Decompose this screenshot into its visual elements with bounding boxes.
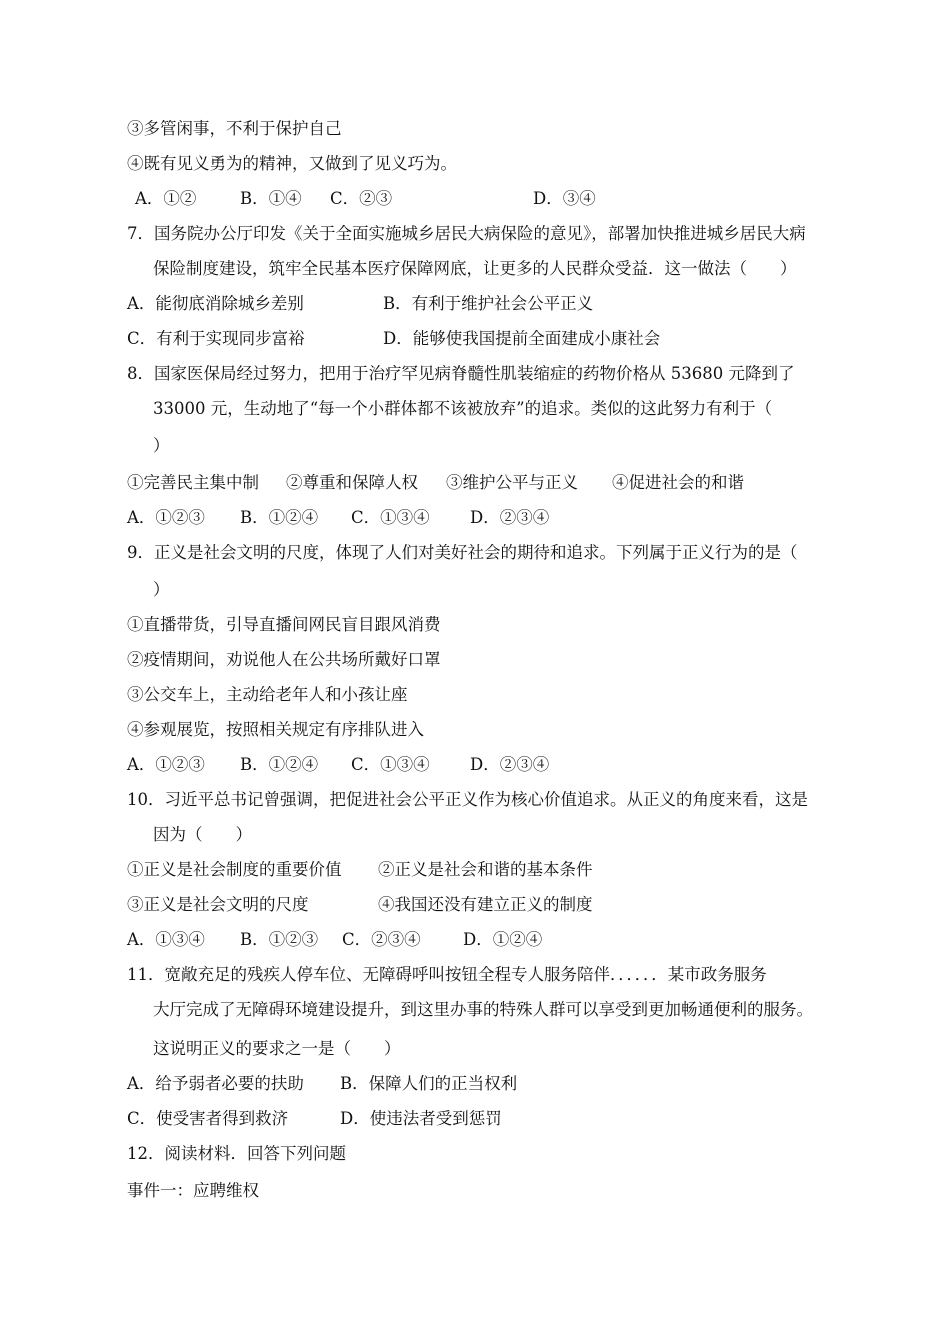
q8-stem-line-1: 8．国家医保局经过努力，把用于治疗罕见病脊髓性肌装缩症的药物价格从 53680 元降到了 [127, 364, 795, 383]
q8-option-1: ①完善民主集中制 [127, 473, 259, 492]
q8-stem-line-3: ） [153, 436, 170, 455]
q9-choice-b: B．①②④ [240, 755, 319, 774]
q7-stem-line-1: 7．国务院办公厅印发《关于全面实施城乡居民大病保险的意见》，部署加快推进城乡居民大病 [127, 224, 806, 243]
q10-choice-b: B．①②③ [240, 930, 319, 949]
q8-choice-a: A．①②③ [127, 508, 205, 527]
q6-choice-c: C．②③ [330, 189, 393, 208]
q9-option-3: ③公交车上，主动给老年人和小孩让座 [127, 685, 408, 704]
q7-choice-d: D．能够使我国提前全面建成小康社会 [383, 329, 661, 348]
q11-stem-line-1: 11．宽敞充足的残疾人停车位、无障碍呼叫按钮全程专人服务陪伴．．．．．．某市政务服务 [127, 965, 767, 984]
q10-stem-line-1: 10．习近平总书记曾强调，把促进社会公平正义作为核心价值追求。从正义的角度来看，这是 [127, 790, 808, 809]
q6-option-3: ③多管闲事，不利于保护自己 [127, 119, 342, 138]
q7-stem-line-2: 保险制度建设，筑牢全民基本医疗保障网底，让更多的人民群众受益．这一做法（ ） [153, 259, 797, 278]
q12-event-1-title: 事件一：应聘维权 [127, 1181, 259, 1200]
q7-choice-a: A．能彻底消除城乡差别 [127, 294, 304, 313]
q10-option-4: ④我国还没有建立正义的制度 [378, 895, 593, 914]
q9-option-2: ②疫情期间，劝说他人在公共场所戴好口罩 [127, 650, 441, 669]
q8-option-4: ④促进社会的和谐 [612, 473, 744, 492]
q10-choice-c: C．②③④ [342, 930, 421, 949]
q9-option-4: ④参观展览，按照相关规定有序排队进入 [127, 720, 424, 739]
q11-choice-b: B．保障人们的正当权利 [340, 1074, 518, 1093]
q10-choice-a: A．①③④ [127, 930, 205, 949]
q9-stem-line-1: 9．正义是社会文明的尺度，体现了人们对美好社会的期待和追求。下列属于正义行为的是（ [127, 543, 798, 562]
q7-choice-c: C．有利于实现同步富裕 [127, 329, 305, 348]
q10-choice-d: D．①②④ [463, 930, 543, 949]
q9-option-1: ①直播带货，引导直播间网民盲目跟风消费 [127, 615, 441, 634]
q9-stem-line-2: ） [153, 580, 170, 599]
q8-option-2: ②尊重和保障人权 [286, 473, 418, 492]
q7-choice-b: B．有利于维护社会公平正义 [383, 294, 594, 313]
q6-choice-d: D．③④ [533, 189, 596, 208]
q6-option-4: ④既有见义勇为的精神，又做到了见义巧为。 [127, 154, 457, 173]
q9-choice-a: A．①②③ [127, 755, 205, 774]
q10-stem-line-2: 因为（ ） [153, 825, 252, 844]
q8-choice-c: C．①③④ [351, 508, 430, 527]
q11-stem-line-2: 大厅完成了无障碍环境建设提升，到这里办事的特殊人群可以享受到更加畅通便利的服务。 [153, 1000, 813, 1019]
q11-choice-c: C．使受害者得到救济 [127, 1109, 289, 1128]
q11-stem-line-3: 这说明正义的要求之一是（ ） [153, 1039, 401, 1058]
q11-choice-a: A．给予弱者必要的扶助 [127, 1074, 304, 1093]
q11-choice-d: D．使违法者受到惩罚 [340, 1109, 502, 1128]
q6-choice-b: B．①④ [240, 189, 302, 208]
q8-choice-d: D．②③④ [470, 508, 550, 527]
q12-stem: 12．阅读材料．回答下列问题 [127, 1144, 346, 1163]
q10-option-3: ③正义是社会文明的尺度 [127, 895, 309, 914]
q10-option-1: ①正义是社会制度的重要价值 [127, 860, 342, 879]
q8-choice-b: B．①②④ [240, 508, 319, 527]
q8-option-3: ③维护公平与正义 [446, 473, 578, 492]
q10-option-2: ②正义是社会和谐的基本条件 [378, 860, 593, 879]
q6-choice-a: A．①② [135, 189, 197, 208]
q8-stem-line-2: 33000 元，生动地了“每一个小群体都不该被放弃”的追求。类似的这此努力有利于（ [153, 399, 773, 418]
q9-choice-d: D．②③④ [470, 755, 550, 774]
q9-choice-c: C．①③④ [351, 755, 430, 774]
